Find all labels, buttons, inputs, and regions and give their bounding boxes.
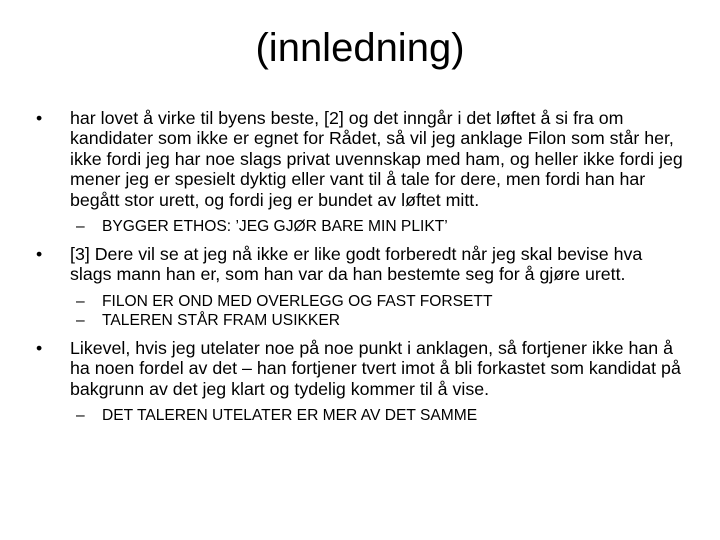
- bullet-text: [3] Dere vil se at jeg nå ikke er like godt forberedt når jeg skal bevise hva slags mann han er, som han var da han bestemte seg for å gjøre urett.: [70, 244, 643, 285]
- sub-marker: –: [76, 292, 85, 310]
- sub-text: TALEREN STÅR FRAM USIKKER: [102, 311, 340, 329]
- bullet-text: har lovet å virke til byens beste, [2] og det inngår i det løftet å si fra om kandidater som ikke er egnet for Rådet, så vil jeg anklage Filon som står her, ikke fordi jeg har noe slags privat uvennskap med ham, og heller ikke fordi jeg mener jeg er spesielt dyktig eller vant til å tale for dere, men fordi han har begått stor urett, og fordi jeg er bundet av løftet mitt.: [70, 108, 683, 210]
- bullet-item: [36, 108, 686, 210]
- sub-text: BYGGER ETHOS: ’JEG GJØR BARE MIN PLIKT’: [102, 218, 448, 236]
- sub-text: DET TALEREN UTELATER ER MER AV DET SAMME: [102, 407, 478, 425]
- bullet-item: [36, 338, 686, 399]
- sub-list: [36, 217, 686, 236]
- sub-list: [36, 406, 686, 425]
- bullet-marker: •: [36, 108, 43, 128]
- slide-title: (innledning): [255, 26, 465, 70]
- sub-item: [36, 292, 686, 311]
- bullet-text: Likevel, hvis jeg utelater noe på noe punkt i anklagen, så fortjener ikke han å ha noen fordel av det – han fortjener tvert imot å bli forkastet som kandidat på bakgrunn av det jeg klart og tydelig kommer til å vise.: [70, 337, 681, 399]
- sub-text: FILON ER OND MED OVERLEGG OG FAST FORSETT: [102, 292, 493, 310]
- bullet-item: [36, 244, 686, 285]
- bullet-marker: •: [36, 337, 43, 358]
- sub-marker: –: [76, 218, 85, 236]
- slide-body: [36, 108, 686, 433]
- sub-item: [36, 217, 686, 236]
- sub-marker: –: [76, 311, 85, 329]
- sub-item: [36, 311, 686, 330]
- sub-item: [36, 406, 686, 425]
- sub-list: [36, 292, 686, 330]
- bullet-marker: •: [36, 244, 43, 265]
- sub-marker: –: [76, 407, 85, 425]
